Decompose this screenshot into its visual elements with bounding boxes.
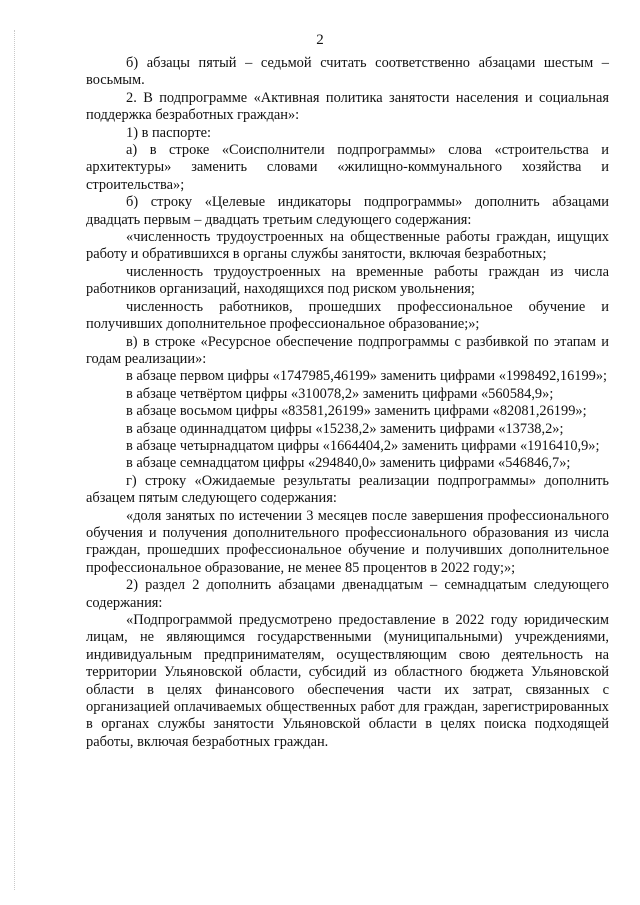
paragraph-abzac-14: в абзаце четырнадцатом цифры «1664404,2» заменить цифрами «1916410,9»; (126, 437, 600, 454)
paragraph-employment-share: «доля занятых по истечении 3 месяцев после завершения профессионального обучения и получения дополнительного профессионального образования из числа граждан, прошедших профессиональное обучение и получивших дополнительное профессиональное образование, не менее 85 процентов в 2022 году;»; (86, 507, 609, 576)
paragraph-subsidies: «Подпрограммой предусмотрено предоставление в 2022 году юридическим лицам, не являющимся государственными (муниципальными) учреждениями, индивидуальным предпринимателям, осуществляющим свою деятельность на территории Ульяновской области, субсидий из областного бюджета Ульяновской области в целях финансового обеспечения части их затрат, связанных с организацией оплачиваемых общественных работ для граждан, зарегистрированных в органах службы занятости Ульяновской области в целях поиска подходящей работы, включая безработных граждан. (86, 612, 609, 750)
paragraph-expected-results: г) строку «Ожидаемые результаты реализации подпрограммы» дополнить абзацем пятым следующего содержания: (86, 472, 609, 507)
paragraph-abzac-17: в абзаце семнадцатом цифры «294840,0» заменить цифрами «546846,7»; (126, 455, 571, 472)
paragraph-item-b-shift: б) абзацы пятый – седьмой считать соответственно абзацами шестым – восьмым. (86, 55, 609, 89)
paragraph-abzac-4: в абзаце четвёртом цифры «310078,2» заменить цифрами «560584,9»; (126, 385, 554, 402)
paragraph-point-2: 2. В подпрограмме «Активная политика занятости населения и социальная поддержка безработных граждан»: (86, 89, 609, 124)
paragraph-abzac-8: в абзаце восьмом цифры «83581,26199» заменить цифрами «82081,26199»; (126, 403, 587, 420)
paragraph-abzac-11: в абзаце одиннадцатом цифры «15238,2» заменить цифрами «13738,2»; (126, 420, 564, 437)
page-number: 2 (316, 32, 324, 48)
paragraph-resource-provision: в) в строке «Ресурсное обеспечение подпрограммы с разбивкой по этапам и годам реализации»: (86, 333, 609, 367)
paragraph-target-indicators: б) строку «Целевые индикаторы подпрограммы» дополнить абзацами двадцать первым – двадцать третьим следующего содержания: (86, 194, 609, 228)
paragraph-indicator-public-works: «численность трудоустроенных на общественные работы граждан, ищущих работу и обратившихся в органы службы занятости, включая безработных; (86, 229, 609, 263)
paragraph-section-2: 2) раздел 2 дополнить абзацами двенадцатым – семнадцатым следующего содержания: (86, 577, 609, 611)
document-body (86, 55, 609, 751)
paragraph-abzac-1: в абзаце первом цифры «1747985,46199» заменить цифрами «1998492,16199»; (126, 368, 608, 385)
paragraph-co-executors: а) в строке «Соисполнители подпрограммы» слова «строительства и архитектуры» заменить словами «жилищно-коммунального хозяйства и строительства»; (86, 142, 609, 193)
margin-rule (14, 30, 15, 890)
paragraph-indicator-temporary-works: численность трудоустроенных на временные работы граждан из числа работников организаций, находящихся под риском увольнения; (86, 263, 609, 298)
paragraph-passport: 1) в паспорте: (126, 124, 212, 141)
paragraph-indicator-training: численность работников, прошедших профессиональное обучение и получивших дополнительное профессиональное образование;»; (86, 298, 609, 333)
